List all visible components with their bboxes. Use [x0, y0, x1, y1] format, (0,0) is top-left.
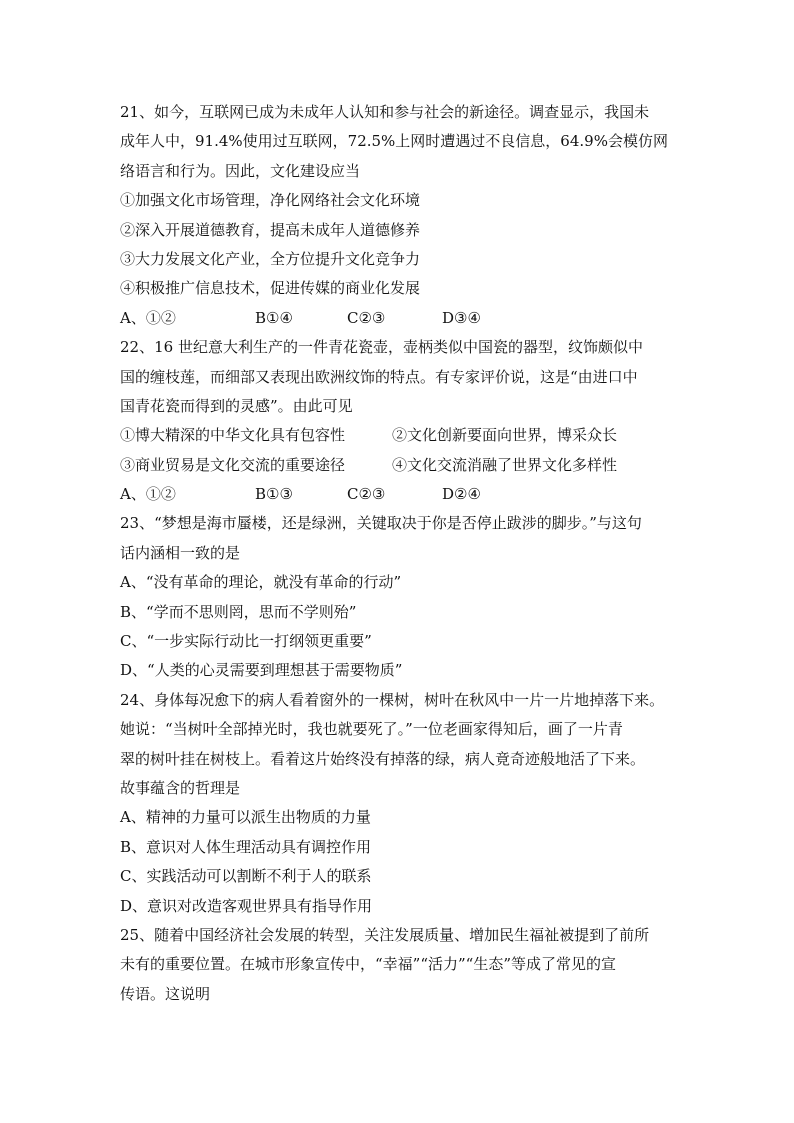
question-stem-line: 话内涵相一致的是 [120, 543, 241, 562]
statement-pair [120, 421, 680, 450]
question-stem-line: 24、身体每况愈下的病人看着窗外的一棵树，树叶在秋风中一片一片地掉落下来。 [120, 690, 665, 709]
question-stem-line: 国青花瓷而得到的灵感”。由此可见 [120, 396, 353, 415]
statement: ②深入开展道德教育，提高未成年人道德修养 [120, 220, 421, 239]
question-23 [120, 509, 680, 685]
question-stem-line: 故事蕴含的哲理是 [120, 778, 241, 797]
options-row [120, 480, 680, 509]
choice-a: A、“没有革命的理论，就没有革命的行动” [120, 573, 402, 592]
statement-pair [120, 451, 680, 480]
exam-content [120, 98, 680, 1009]
question-stem-line: 21、如今，互联网已成为未成年人认知和参与社会的新途径。调查显示，我国未 [120, 103, 650, 121]
option-d: D③④ [442, 308, 481, 327]
choice-d: D、“人类的心灵需要到理想甚于需要物质” [120, 661, 403, 680]
question-stem-line: 传语。这说明 [120, 984, 211, 1003]
option-a: A、①② [120, 308, 176, 327]
statement: ④文化交流消融了世界文化多样性 [392, 455, 618, 474]
option-b: B①④ [255, 308, 293, 327]
choice-c: C、实践活动可以割断不利于人的联系 [120, 867, 372, 886]
choice-b: B、意识对人体生理活动具有调控作用 [120, 837, 372, 856]
choice-c: C、“一步实际行动比一打纲领更重要” [120, 632, 372, 651]
options-row [120, 304, 680, 333]
question-24 [120, 686, 680, 921]
statement: ③大力发展文化产业，全方位提升文化竞争力 [120, 249, 421, 268]
statement: ②文化创新要面向世界，博采众长 [392, 426, 618, 445]
question-stem-line: 络语言和行为。因此，文化建设应当 [120, 161, 361, 180]
question-22 [120, 333, 680, 509]
statement: ③商业贸易是文化交流的重要途径 [120, 455, 346, 474]
question-stem-line: 成年人中，91.4%使用过互联网，72.5%上网时遭遇过不良信息，64.9%会模仿网 [120, 132, 668, 151]
question-stem-line: 23、“梦想是海市蜃楼，还是绿洲，关键取决于你是否停止跋涉的脚步。”与这句 [120, 514, 642, 533]
option-c: C②③ [347, 485, 386, 504]
question-21 [120, 98, 680, 333]
option-c: C②③ [347, 308, 386, 327]
question-stem-line: 她说：“当树叶全部掉光时，我也就要死了。”一位老画家得知后，画了一片青 [120, 720, 623, 739]
option-a: A、①② [120, 485, 176, 504]
question-stem-line: 22、16 世纪意大利生产的一件青花瓷壶，壶柄类似中国瓷的器型，纹饰颇似中 [120, 338, 643, 357]
option-d: D②④ [442, 485, 481, 504]
question-25 [120, 921, 680, 1009]
option-b: B①③ [255, 485, 293, 504]
statement: ④积极推广信息技术，促进传媒的商业化发展 [120, 279, 421, 298]
choice-a: A、精神的力量可以派生出物质的力量 [120, 808, 371, 827]
question-stem-line: 国的缠枝莲，而细部又表现出欧洲纹饰的特点。有专家评价说，这是“由进口中 [120, 367, 638, 386]
statement: ①加强文化市场管理，净化网络社会文化环境 [120, 191, 421, 210]
statement: ①博大精深的中华文化具有包容性 [120, 426, 346, 445]
choice-b: B、“学而不思则罔，思而不学则殆” [120, 602, 357, 621]
question-stem-line: 未有的重要位置。在城市形象宣传中，“幸福”“活力”“生态”等成了常见的宣 [120, 955, 617, 974]
choice-d: D、意识对改造客观世界具有指导作用 [120, 896, 373, 915]
question-stem-line: 翠的树叶挂在树枝上。看着这片始终没有掉落的绿，病人竟奇迹般地活了下来。 [120, 749, 646, 768]
question-stem-line: 25、随着中国经济社会发展的转型，关注发展质量、增加民生福祉被提到了前所 [120, 925, 650, 944]
